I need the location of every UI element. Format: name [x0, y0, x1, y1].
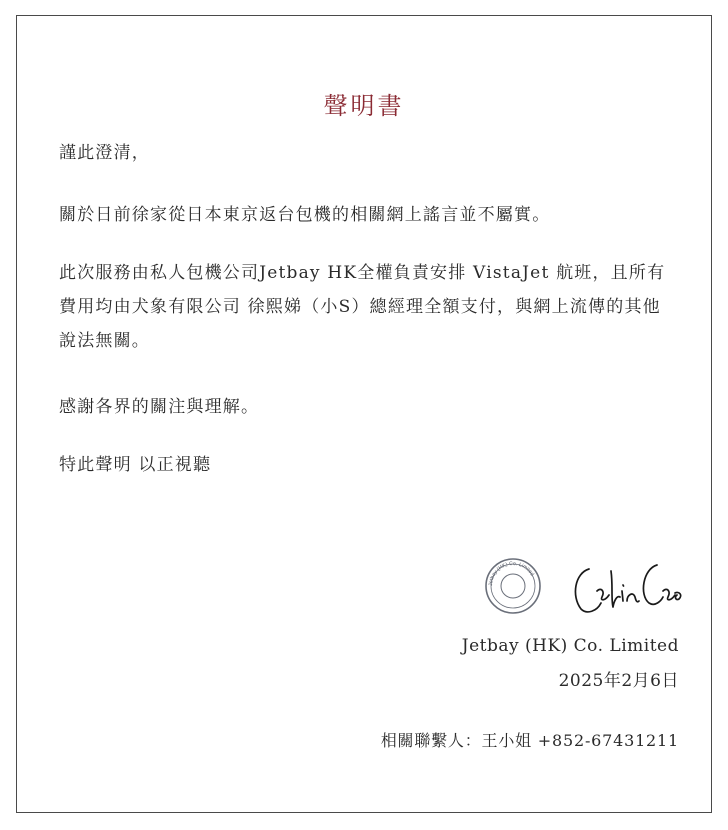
- company-name: Jetbay (HK) Co. Limited: [461, 636, 679, 656]
- paragraph-closing: 特此聲明 以正視聽: [59, 455, 212, 475]
- paragraph-service: 此次服務由私人包機公司Jetbay HK全權負責安排 VistaJet 航班，且所有費用均由犬象有限公司 徐熙娣（小S）總經理全額支付，與網上流傳的其他說法無關。: [59, 263, 666, 351]
- paragraph-opening: 謹此澄清，: [59, 143, 150, 163]
- signature: [567, 551, 687, 621]
- document-title: 聲明書: [323, 92, 405, 120]
- paragraph-thanks: 感謝各界的關注與理解。: [59, 397, 260, 417]
- statement-date: 2025年2月6日: [558, 671, 679, 691]
- paragraph-rumor: 關於日前徐家從日本東京返台包機的相關網上謠言並不屬實。: [59, 205, 551, 225]
- seal-text: Jetbay (HK) Co. Limited: [487, 560, 535, 587]
- company-seal: [484, 557, 542, 615]
- contact-info: 相關聯繫人：王小姐 +852-67431211: [380, 731, 679, 750]
- statement-document: [16, 15, 712, 813]
